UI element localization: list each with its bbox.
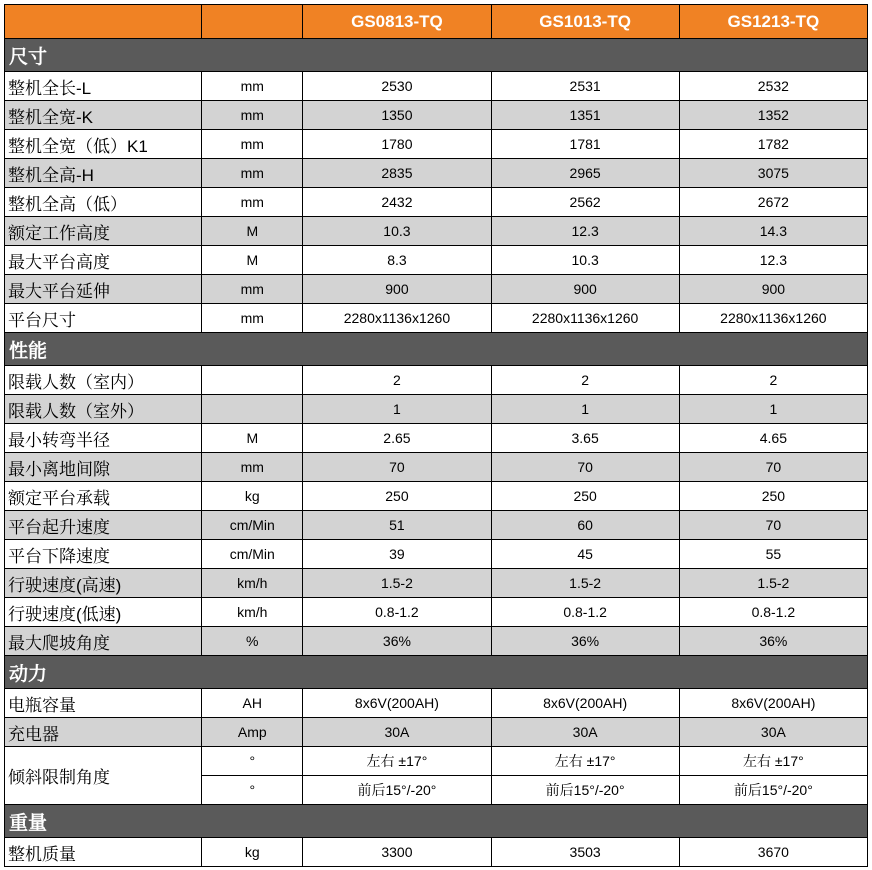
spec-value: 2 bbox=[679, 366, 867, 395]
spec-value: 前后15°/-20° bbox=[679, 776, 867, 805]
spec-value: 250 bbox=[679, 482, 867, 511]
spec-name: 整机全长-L bbox=[5, 72, 202, 101]
spec-unit: cm/Min bbox=[202, 540, 303, 569]
spec-unit: M bbox=[202, 246, 303, 275]
spec-name: 行驶速度(高速) bbox=[5, 569, 202, 598]
spec-unit: mm bbox=[202, 130, 303, 159]
spec-value: 1.5-2 bbox=[491, 569, 679, 598]
spec-name: 平台起升速度 bbox=[5, 511, 202, 540]
spec-row bbox=[5, 366, 868, 395]
spec-unit bbox=[202, 366, 303, 395]
spec-name: 平台下降速度 bbox=[5, 540, 202, 569]
spec-value: 36% bbox=[679, 627, 867, 656]
spec-value: 8.3 bbox=[303, 246, 491, 275]
spec-unit: mm bbox=[202, 304, 303, 333]
spec-unit: kg bbox=[202, 482, 303, 511]
spec-value: 2672 bbox=[679, 188, 867, 217]
section-header bbox=[5, 333, 868, 366]
spec-name: 整机全高（低） bbox=[5, 188, 202, 217]
spec-value: 3503 bbox=[491, 838, 679, 867]
spec-table bbox=[4, 4, 868, 867]
spec-value: 8x6V(200AH) bbox=[679, 689, 867, 718]
spec-unit: mm bbox=[202, 159, 303, 188]
spec-row bbox=[5, 453, 868, 482]
spec-value: 250 bbox=[491, 482, 679, 511]
spec-value: 51 bbox=[303, 511, 491, 540]
spec-value: 左右 ±17° bbox=[303, 747, 491, 776]
model-header: GS1213-TQ bbox=[679, 5, 867, 39]
spec-value: 前后15°/-20° bbox=[303, 776, 491, 805]
spec-value: 1782 bbox=[679, 130, 867, 159]
spec-row bbox=[5, 246, 868, 275]
section-title: 尺寸 bbox=[5, 39, 868, 72]
spec-value: 2280x1136x1260 bbox=[491, 304, 679, 333]
spec-unit: ° bbox=[202, 747, 303, 776]
spec-row bbox=[5, 569, 868, 598]
spec-name: 最大平台延伸 bbox=[5, 275, 202, 304]
spec-row bbox=[5, 72, 868, 101]
spec-value: 2280x1136x1260 bbox=[679, 304, 867, 333]
spec-unit: mm bbox=[202, 453, 303, 482]
spec-row bbox=[5, 838, 868, 867]
spec-value: 45 bbox=[491, 540, 679, 569]
spec-value: 1352 bbox=[679, 101, 867, 130]
spec-name: 电瓶容量 bbox=[5, 689, 202, 718]
spec-value: 2 bbox=[491, 366, 679, 395]
spec-name: 充电器 bbox=[5, 718, 202, 747]
spec-row bbox=[5, 482, 868, 511]
spec-unit: km/h bbox=[202, 569, 303, 598]
spec-row bbox=[5, 188, 868, 217]
spec-row bbox=[5, 540, 868, 569]
spec-row bbox=[5, 275, 868, 304]
spec-name: 最小转弯半径 bbox=[5, 424, 202, 453]
spec-name: 额定平台承载 bbox=[5, 482, 202, 511]
spec-value: 60 bbox=[491, 511, 679, 540]
spec-name: 整机全宽（低）K1 bbox=[5, 130, 202, 159]
spec-unit: mm bbox=[202, 275, 303, 304]
spec-value: 3075 bbox=[679, 159, 867, 188]
spec-name: 最小离地间隙 bbox=[5, 453, 202, 482]
spec-unit: cm/Min bbox=[202, 511, 303, 540]
spec-value: 70 bbox=[491, 453, 679, 482]
spec-value: 2835 bbox=[303, 159, 491, 188]
spec-value: 10.3 bbox=[491, 246, 679, 275]
spec-value: 2965 bbox=[491, 159, 679, 188]
spec-name: 平台尺寸 bbox=[5, 304, 202, 333]
spec-value: 900 bbox=[491, 275, 679, 304]
model-header: GS0813-TQ bbox=[303, 5, 491, 39]
spec-value: 30A bbox=[679, 718, 867, 747]
section-header bbox=[5, 805, 868, 838]
spec-value: 左右 ±17° bbox=[679, 747, 867, 776]
spec-name: 限载人数（室内） bbox=[5, 366, 202, 395]
spec-row bbox=[5, 598, 868, 627]
spec-unit: kg bbox=[202, 838, 303, 867]
header-row bbox=[5, 5, 868, 39]
section-header bbox=[5, 39, 868, 72]
spec-value: 30A bbox=[303, 718, 491, 747]
section-title: 性能 bbox=[5, 333, 868, 366]
spec-name: 整机全高-H bbox=[5, 159, 202, 188]
spec-row bbox=[5, 718, 868, 747]
spec-value: 左右 ±17° bbox=[491, 747, 679, 776]
spec-unit: M bbox=[202, 424, 303, 453]
spec-value: 39 bbox=[303, 540, 491, 569]
header-blank-unit bbox=[202, 5, 303, 39]
spec-row bbox=[5, 304, 868, 333]
spec-value: 1 bbox=[679, 395, 867, 424]
spec-row bbox=[5, 511, 868, 540]
spec-value: 70 bbox=[303, 453, 491, 482]
spec-name: 整机质量 bbox=[5, 838, 202, 867]
spec-unit: Amp bbox=[202, 718, 303, 747]
spec-value: 2432 bbox=[303, 188, 491, 217]
spec-value: 12.3 bbox=[491, 217, 679, 246]
spec-value: 30A bbox=[491, 718, 679, 747]
spec-unit: % bbox=[202, 627, 303, 656]
spec-value: 1781 bbox=[491, 130, 679, 159]
spec-name: 限载人数（室外） bbox=[5, 395, 202, 424]
spec-value: 4.65 bbox=[679, 424, 867, 453]
spec-value: 2532 bbox=[679, 72, 867, 101]
section-title: 重量 bbox=[5, 805, 868, 838]
spec-row bbox=[5, 159, 868, 188]
spec-name: 行驶速度(低速) bbox=[5, 598, 202, 627]
spec-unit bbox=[202, 395, 303, 424]
spec-value: 36% bbox=[491, 627, 679, 656]
spec-value: 70 bbox=[679, 453, 867, 482]
spec-value: 36% bbox=[303, 627, 491, 656]
spec-value: 0.8-1.2 bbox=[303, 598, 491, 627]
spec-value: 250 bbox=[303, 482, 491, 511]
spec-value: 1350 bbox=[303, 101, 491, 130]
section-title: 动力 bbox=[5, 656, 868, 689]
spec-value: 12.3 bbox=[679, 246, 867, 275]
spec-value: 70 bbox=[679, 511, 867, 540]
spec-value: 1351 bbox=[491, 101, 679, 130]
spec-name: 额定工作高度 bbox=[5, 217, 202, 246]
spec-value: 1 bbox=[491, 395, 679, 424]
spec-value: 1 bbox=[303, 395, 491, 424]
spec-value: 3670 bbox=[679, 838, 867, 867]
spec-value: 2.65 bbox=[303, 424, 491, 453]
spec-unit: AH bbox=[202, 689, 303, 718]
spec-name: 倾斜限制角度 bbox=[5, 747, 202, 805]
spec-value: 2531 bbox=[491, 72, 679, 101]
model-header: GS1013-TQ bbox=[491, 5, 679, 39]
spec-value: 前后15°/-20° bbox=[491, 776, 679, 805]
section-header bbox=[5, 656, 868, 689]
spec-value: 1.5-2 bbox=[679, 569, 867, 598]
spec-value: 8x6V(200AH) bbox=[491, 689, 679, 718]
spec-unit: ° bbox=[202, 776, 303, 805]
spec-name: 最大爬坡角度 bbox=[5, 627, 202, 656]
spec-row bbox=[5, 217, 868, 246]
spec-unit: mm bbox=[202, 72, 303, 101]
tilt-row-lateral bbox=[5, 747, 868, 776]
spec-name: 最大平台高度 bbox=[5, 246, 202, 275]
spec-value: 14.3 bbox=[679, 217, 867, 246]
spec-unit: M bbox=[202, 217, 303, 246]
spec-value: 0.8-1.2 bbox=[679, 598, 867, 627]
spec-value: 2562 bbox=[491, 188, 679, 217]
spec-row bbox=[5, 395, 868, 424]
spec-value: 900 bbox=[303, 275, 491, 304]
spec-unit: mm bbox=[202, 188, 303, 217]
spec-value: 1.5-2 bbox=[303, 569, 491, 598]
spec-value: 2280x1136x1260 bbox=[303, 304, 491, 333]
spec-value: 0.8-1.2 bbox=[491, 598, 679, 627]
spec-value: 2 bbox=[303, 366, 491, 395]
spec-row bbox=[5, 130, 868, 159]
spec-row bbox=[5, 627, 868, 656]
spec-value: 3300 bbox=[303, 838, 491, 867]
spec-name: 整机全宽-K bbox=[5, 101, 202, 130]
spec-unit: km/h bbox=[202, 598, 303, 627]
spec-value: 55 bbox=[679, 540, 867, 569]
spec-value: 900 bbox=[679, 275, 867, 304]
spec-value: 10.3 bbox=[303, 217, 491, 246]
spec-value: 2530 bbox=[303, 72, 491, 101]
header-blank-name bbox=[5, 5, 202, 39]
spec-unit: mm bbox=[202, 101, 303, 130]
spec-row bbox=[5, 101, 868, 130]
spec-value: 8x6V(200AH) bbox=[303, 689, 491, 718]
spec-row bbox=[5, 424, 868, 453]
spec-row bbox=[5, 689, 868, 718]
spec-value: 1780 bbox=[303, 130, 491, 159]
spec-value: 3.65 bbox=[491, 424, 679, 453]
